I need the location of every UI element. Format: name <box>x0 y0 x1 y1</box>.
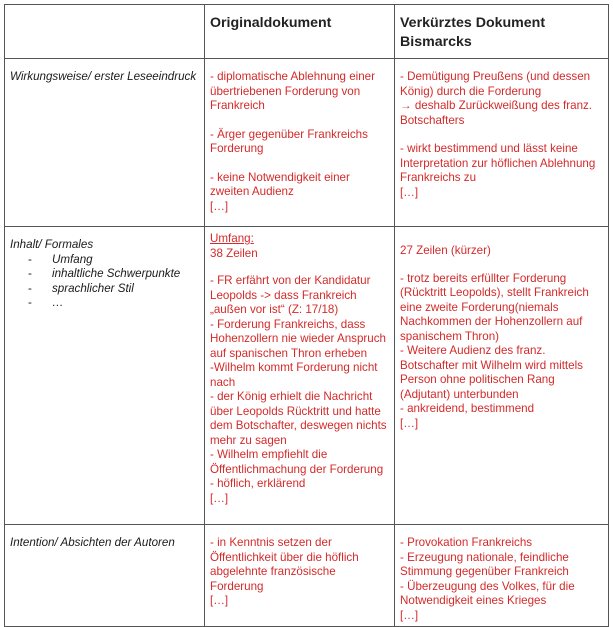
original-ellipsis: […] <box>210 199 229 213</box>
row-label-cell <box>5 59 205 227</box>
original-point: -Wilhelm kommt Forderung nicht nach <box>210 361 378 389</box>
row-label-cell <box>5 227 205 525</box>
bismarck-point: - Überzeugung des Volkes, für die Notwendigkeit eines Krieges <box>400 579 575 607</box>
original-point: - Ärger gegenüber Frankreichs Forderung <box>210 127 368 155</box>
sub-item-list <box>10 253 199 311</box>
original-point: - Wilhelm empfiehlt die Öffentlichmachung der Forderung <box>210 448 384 476</box>
bismarck-cell <box>395 227 609 525</box>
table-row <box>5 525 609 627</box>
original-ellipsis: […] <box>210 594 229 607</box>
comparison-table <box>4 4 609 627</box>
bismarck-length: 27 Zeilen (kürzer) <box>400 244 491 257</box>
bismarck-point: - Provokation Frankreichs <box>400 536 533 549</box>
row-label-cell <box>5 525 205 627</box>
list-item: - inhaltliche Schwerpunkte <box>28 267 181 280</box>
original-cell <box>205 227 395 525</box>
original-heading: Umfang: <box>210 232 254 245</box>
original-point: - keine Notwendigkeit einer zweiten Audienz <box>210 170 350 198</box>
bismarck-ellipsis: […] <box>400 416 419 430</box>
bismarck-cell <box>395 525 609 627</box>
bismarck-point: - Demütigung Preußens (und dessen König) durch die Forderung <box>400 70 591 98</box>
table-row <box>5 227 609 525</box>
bismarck-point: - Erzeugung nationale, feindliche Stimmung gegenüber Frankreich <box>400 550 569 578</box>
row-label: Wirkungsweise/ erster Leseeindruck <box>10 70 197 83</box>
table-row <box>5 59 609 227</box>
original-point: - Forderung Frankreichs, dass Hohenzollern nie wieder Anspruch auf spanischen Thron erheben <box>210 317 386 360</box>
bismarck-point: - trotz bereits erfüllter Forderung (Rücktritt Leopolds), stellt Frankreich eine zweite Forderung(niemals Nachkommen der Hohenzollern auf spanischem Thron) <box>400 271 589 343</box>
bismarck-point: → deshalb Zurückweißung des franz. Botschafters <box>400 99 593 127</box>
header-cell-original: Originaldokument <box>205 5 395 59</box>
original-length: 38 Zeilen <box>210 246 258 260</box>
original-point: - der König erhielt die Nachricht über Leopolds Rücktritt und hatte dem Botschafter, deswegen nichts mehr zu sagen <box>210 390 387 447</box>
bismarck-cell <box>395 59 609 227</box>
original-cell <box>205 59 395 227</box>
header-row <box>5 5 609 59</box>
bismarck-point: - wirkt bestimmend und lässt keine Interpretation zur höflichen Ablehnung Frankreichs zu <box>400 142 596 184</box>
original-point: - höflich, erklärend <box>210 477 306 490</box>
original-point: - FR erfährt von der Kandidatur Leopolds -> dass Frankreich „außen vor ist“ (Z: 17/18) <box>210 274 371 316</box>
original-ellipsis: […] <box>210 491 229 505</box>
original-cell <box>205 525 395 627</box>
bismarck-point: - ankreidend, bestimmend <box>400 402 535 415</box>
bismarck-ellipsis: […] <box>400 608 419 622</box>
original-point: - in Kenntnis setzen der Öffentlichkeit über die höflich abgelehnte französische Forderung <box>210 536 359 593</box>
row-label: Intention/ Absichten der Autoren <box>10 536 175 549</box>
header-cell-bismarck: Verkürztes Dokument Bismarcks <box>395 5 609 59</box>
bismarck-ellipsis: […] <box>400 185 419 199</box>
bismarck-point: - Weitere Audienz des franz. Botschafter mit Wilhelm wird mittels Person ohne politischen Rang (Adjutant) unterbunden <box>400 344 583 401</box>
list-item: - Umfang <box>28 252 93 266</box>
list-item: - … <box>28 296 64 309</box>
header-cell-empty <box>5 5 205 59</box>
row-label: Inhalt/ Formales <box>10 238 94 251</box>
list-item: - sprachlicher Stil <box>28 281 134 295</box>
original-point: - diplomatische Ablehnung einer übertriebenen Forderung von Frankreich <box>210 70 375 112</box>
